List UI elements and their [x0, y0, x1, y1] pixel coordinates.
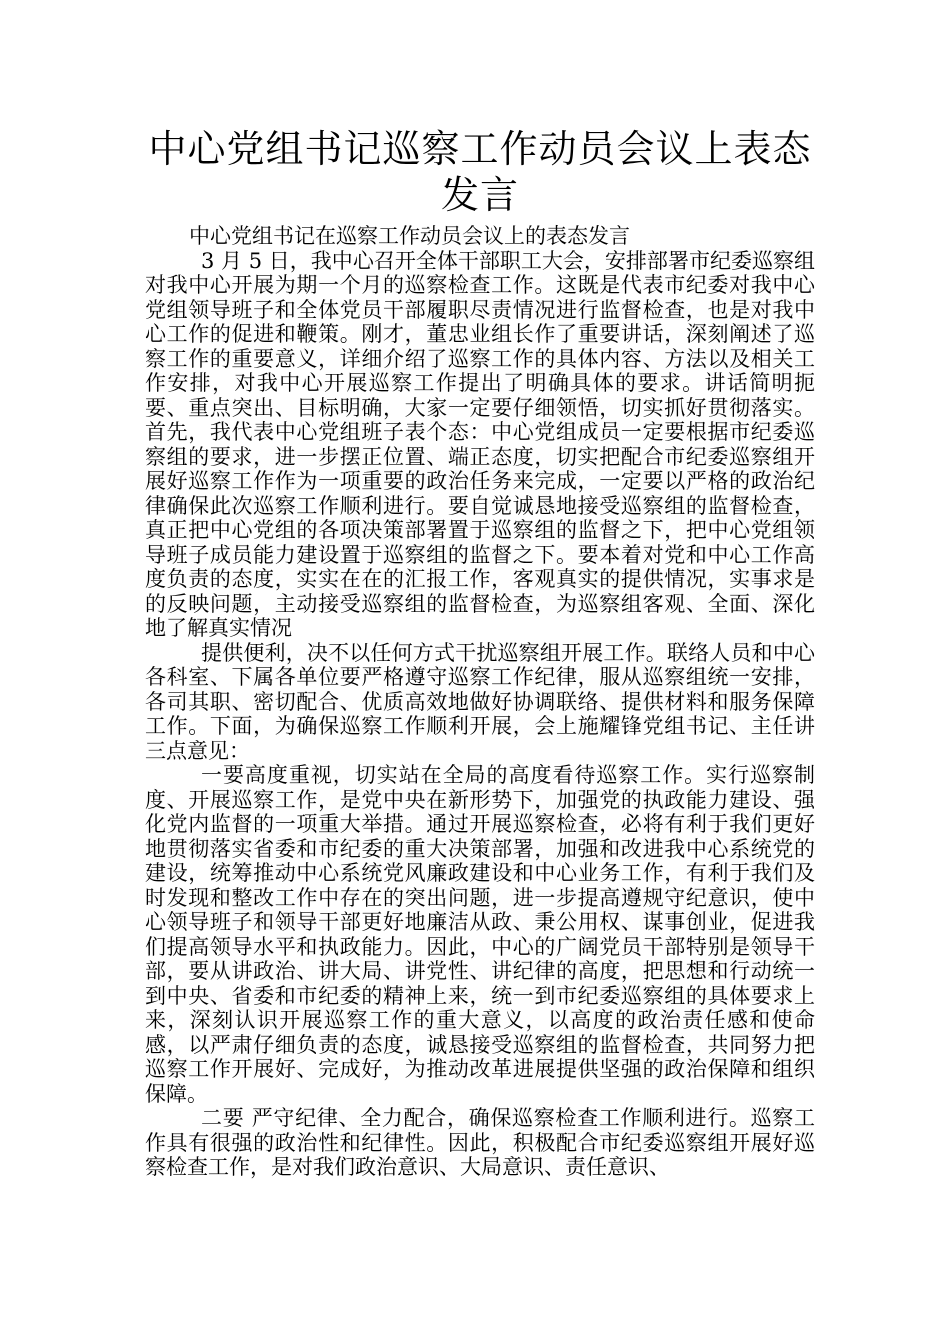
- document-subtitle: 中心党组书记在巡察工作动员会议上的表态发言: [189, 224, 630, 248]
- document-title: 中心党组书记巡察工作动员会议上表态发言: [148, 127, 812, 217]
- document-page: [145, 126, 815, 1180]
- paragraph-2: 提供便利，决不以任何方式干扰巡察组开展工作。联络人员和中心各科室、下属各单位要严格遵守巡察工作纪律，服从巡察组统一安排，各司其职、密切配合、优质高效地做好协调联络、提供材料和服务保障工作。下面，为确保巡察工作顺利开展，会上施耀锋党组书记、主任讲三点意见：: [145, 640, 815, 763]
- paragraph-3: 一要高度重视，切实站在全局的高度看待巡察工作。实行巡察制度、开展巡察工作，是党中央在新形势下，加强党的执政能力建设、强化党内监督的一项重大举措。通过开展巡察检查，必将有利于我们更好地贯彻落实省委和市纪委的重大决策部署，加强和改进我中心系统党的建设，统筹推动中心系统党风廉政建设和中心业务工作，有利于我们及时发现和整改工作中存在的突出问题，进一步提高遵规守纪意识，使中心领导班子和领导干部更好地廉洁从政、秉公用权、谋事创业，促进我们提高领导水平和执政能力。因此，中心的广阔党员干部特别是领导干部，要从讲政治、讲大局、讲党性、讲纪律的高度，把思想和行动统一到中央、省委和市纪委的精神上来，统一到市纪委巡察组的具体要求上来，深刻认识开展巡察工作的重大意义，以高度的政治责任感和使命感，以严肃仔细负责的态度，诚恳接受巡察组的监督检查，共同努力把巡察工作开展好、完成好，为推动改革进展提供坚强的政治保障和组织保障。: [145, 763, 815, 1106]
- paragraph-4: 二要 严守纪律、全力配合，确保巡察检查工作顺利进行。巡察工作具有很强的政治性和纪律性。因此，积极配合市纪委巡察组开展好巡察检查工作，是对我们政治意识、大局意识、责任意识、: [145, 1106, 815, 1179]
- paragraph-1: 3 月 5 日，我中心召开全体干部职工大会，安排部署市纪委巡察组对我中心开展为期一个月的巡察检查工作。这既是代表市纪委对我中心党组领导班子和全体党员干部履职尽责情况进行监督检查，也是对我中心工作的促进和鞭策。刚才，董忠业组长作了重要讲话，深刻阐述了巡察工作的重要意义，详细介绍了巡察工作的具体内容、方法以及相关工作安排，对我中心开展巡察工作提出了明确具体的要求。讲话简明扼要、重点突出、目标明确，大家一定要仔细领悟，切实抓好贯彻落实。首先，我代表中心党组班子表个态：中心党组成员一定要根据市纪委巡察组的要求，进一步摆正位置、端正态度，切实把配合市纪委巡察组开展好巡察工作作为一项重要的政治任务来完成，一定要以严格的政治纪律确保此次巡察工作顺利进行。要自觉诚恳地接受巡察组的监督检查，真正把中心党组的各项决策部署置于巡察组的监督之下，把中心党组领导班子成员能力建设置于巡察组的监督之下。要本着对党和中心工作高度负责的态度，实实在在的汇报工作，客观真实的提供情况，实事求是的反映问题，主动接受巡察组的监督检查，为巡察组客观、全面、深化地了解真实情况: [145, 248, 815, 640]
